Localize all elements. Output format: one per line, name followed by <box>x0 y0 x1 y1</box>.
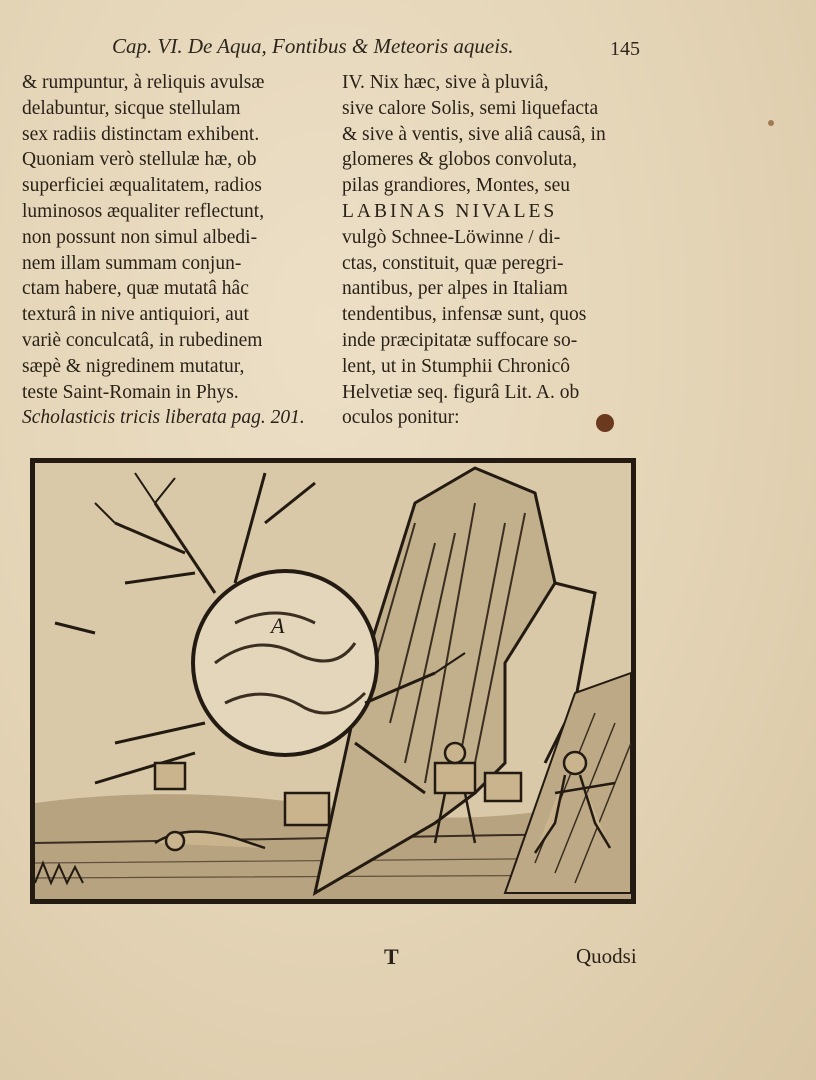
text-line: Scholasticis tricis liberata pag. 201. <box>22 407 305 429</box>
avalanche-woodcut-figure <box>30 458 636 904</box>
text-line: IV. Nix hæc, sive à pluviâ, <box>342 72 549 93</box>
text-line: superficiei æqualitatem, radios <box>22 175 262 197</box>
text-line: oculos ponitur: <box>342 407 460 429</box>
text-line: glomeres & globos convoluta, <box>342 149 578 171</box>
text-line: ctam habere, quæ mutatâ hâc <box>22 278 249 300</box>
page-number: 145 <box>610 38 640 60</box>
figure-label-a: A <box>271 613 285 638</box>
text-line: delabuntur, sicque stellulam <box>22 97 241 119</box>
text-line: inde præcipitatæ suffocare so- <box>342 329 578 351</box>
text-line: nem illam summam conjun- <box>22 252 242 274</box>
text-line: Helvetiæ seq. figurâ Lit. A. ob <box>342 381 580 403</box>
text-line: tendentibus, infensæ sunt, quos <box>342 304 587 326</box>
text-line: Quoniam verò stellulæ hæ, ob <box>22 149 257 171</box>
text-line: vulgò Schnee-Löwinne / di- <box>342 226 561 248</box>
text-line: nantibus, per alpes in Italiam <box>342 278 568 300</box>
text-line: sex radiis distinctam exhibent. <box>22 123 260 145</box>
text-line-heading: LABINAS NIVALES <box>342 200 558 222</box>
text-line: non possunt non simul albedi- <box>22 226 258 248</box>
text-line: lent, ut in Stumphii Chronicô <box>342 355 571 377</box>
text-line: texturâ in nive antiquiori, aut <box>22 304 249 326</box>
text-line: teste Saint-Romain in Phys. <box>22 381 239 403</box>
text-line: ctas, constituit, quæ peregri- <box>342 252 564 274</box>
text-line: luminosos æqualiter reflectunt, <box>22 200 265 222</box>
text-line: & rumpuntur, à reliquis avulsæ <box>22 72 265 93</box>
signature-mark: T <box>384 944 399 969</box>
ink-blot <box>596 414 614 432</box>
paper-speck <box>768 120 774 126</box>
text-line: sive calore Solis, semi liquefacta <box>342 97 599 119</box>
text-line: variè conculcatâ, in rubedinem <box>22 329 263 351</box>
left-text-column <box>22 70 322 431</box>
right-text-column <box>342 70 652 431</box>
text-line: pilas grandiores, Montes, seu <box>342 175 571 197</box>
running-title: Cap. VI. De Aqua, Fontibus & Meteoris aqueis. <box>112 34 514 58</box>
text-line: sæpè & nigredinem mutatur, <box>22 355 245 377</box>
woodcut-illustration <box>35 463 631 899</box>
catchword: Quodsi <box>576 944 637 968</box>
text-line: & sive à ventis, sive aliâ causâ, in <box>342 123 606 145</box>
